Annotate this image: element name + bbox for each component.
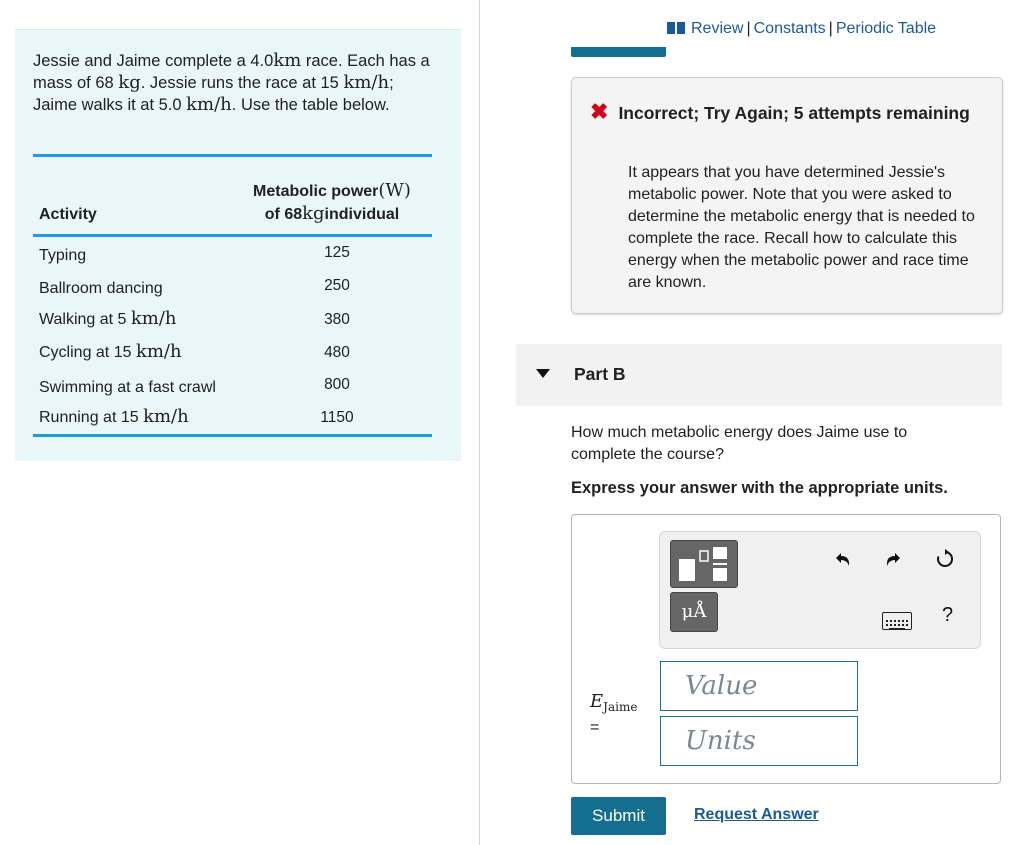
fraction-template-icon <box>671 541 737 587</box>
units-button[interactable]: μÅ <box>670 592 718 632</box>
table-bottom-rule <box>33 434 432 437</box>
feedback-box <box>571 77 1003 314</box>
request-answer-link[interactable]: Request Answer <box>694 806 819 823</box>
resource-links: Review | Constants | Periodic Table <box>667 20 936 38</box>
table-row: Running at 15 km/h 1150 <box>39 406 354 427</box>
answer-area <box>571 514 1001 784</box>
pane-divider <box>479 0 480 845</box>
feedback-title: ✖ Incorrect; Try Again; 5 attempts remaining <box>590 99 970 124</box>
constants-link[interactable]: Constants <box>753 20 826 37</box>
keyboard-icon[interactable] <box>882 612 912 630</box>
question-text: How much metabolic energy does Jaime use to complete the course? <box>571 424 908 463</box>
periodic-table-link[interactable]: Periodic Table <box>835 20 937 37</box>
table-header-power: Metabolic power(W) of 68kgindividual <box>253 180 411 224</box>
table-row: Walking at 5 km/h 380 <box>39 308 350 329</box>
help-icon[interactable]: ? <box>942 604 954 626</box>
redo-icon[interactable] <box>884 550 904 576</box>
table-row: Ballroom dancing 250 <box>39 277 350 297</box>
table-header-activity: Activity <box>39 206 97 223</box>
problem-panel <box>15 29 461 461</box>
part-b-label: Part B <box>574 364 626 384</box>
units-input[interactable]: Units <box>660 716 858 766</box>
review-link[interactable]: Review <box>691 20 744 37</box>
equals-sign: = <box>590 719 600 736</box>
table-header-rule <box>33 234 432 237</box>
undo-icon[interactable] <box>832 550 852 576</box>
table-row: Swimming at a fast crawl 800 <box>39 376 350 396</box>
submit-button[interactable]: Submit <box>571 797 666 835</box>
answer-instruction: Express your answer with the appropriate units. <box>571 479 948 497</box>
table-top-rule <box>33 154 432 157</box>
book-icon <box>667 22 685 34</box>
feedback-message: It appears that you have determined Jessie's metabolic power. Note that you were asked to determine the metabolic energy that is needed to complete the race. Recall how to calculate this energy when the metabolic power and race time are known. <box>628 164 975 291</box>
math-toolbar <box>659 531 981 649</box>
table-row: Typing 125 <box>39 244 350 264</box>
collapse-caret-icon[interactable] <box>536 369 550 378</box>
part-b-header[interactable] <box>516 344 1002 406</box>
value-input[interactable]: Value <box>660 661 858 711</box>
error-x-icon: ✖ <box>590 99 609 124</box>
reset-icon[interactable] <box>934 548 956 577</box>
templates-button[interactable] <box>670 540 738 588</box>
answer-variable: $E_{Jaime}$ <box>590 691 638 714</box>
problem-statement: Jessie and Jaime complete a 4.0km race. Each has a mass of 68 kg. Jessie runs the race at 15 km/h; Jaime walks it at 5.0 km/h. Use the table below. <box>33 50 430 115</box>
previous-part-tab <box>571 47 666 57</box>
table-row: Cycling at 15 km/h 480 <box>39 341 350 362</box>
